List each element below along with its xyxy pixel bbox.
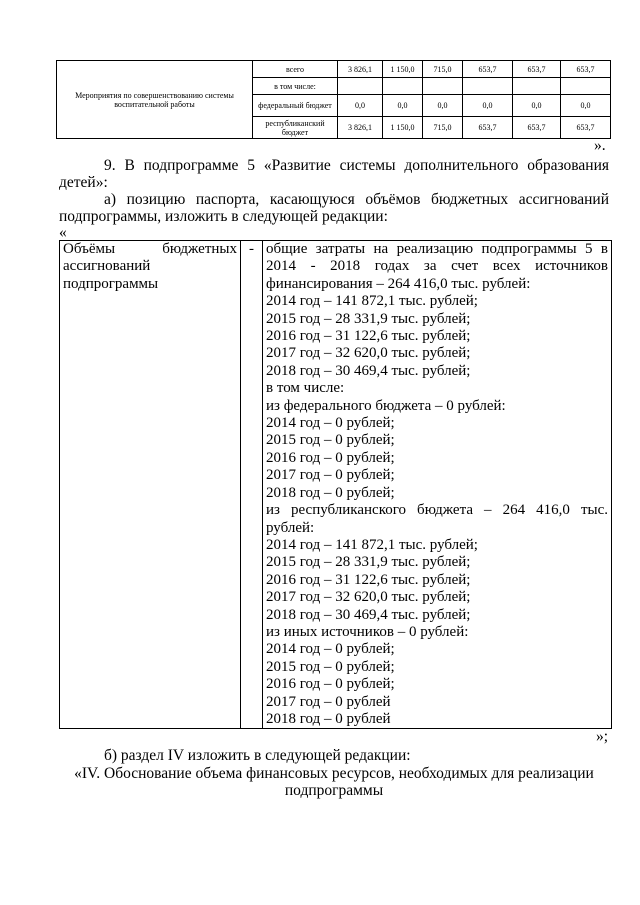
year-line: 2018 год – 30 469,4 тыс. рублей;	[266, 606, 471, 623]
value-cell: 653,7	[561, 61, 611, 78]
year-line: 2015 год – 0 рублей;	[266, 432, 395, 449]
passport-label-line: подпрограммы	[63, 275, 159, 292]
passport-content-cell	[263, 241, 612, 729]
close-quote: »;	[596, 728, 609, 745]
item-9-cont: детей»:	[59, 174, 108, 191]
item-9: 9. В подпрограмме 5 «Развитие системы дополнительного образования	[104, 157, 609, 174]
value-cell: 715,0	[423, 117, 463, 139]
item-a-line2: подпрограммы, изложить в следующей редакции:	[59, 208, 388, 225]
value-cell: 0,0	[423, 95, 463, 117]
value-cell: 1 150,0	[383, 117, 423, 139]
year-line: 2016 год – 0 рублей;	[266, 449, 395, 466]
year-line: 2016 год – 0 рублей;	[266, 676, 395, 693]
year-line: 2014 год – 141 872,1 тыс. рублей;	[266, 293, 478, 310]
passport-table	[59, 240, 612, 729]
year-line: 2018 год – 0 рублей	[266, 710, 391, 727]
federal-head: из федерального бюджета – 0 рублей:	[266, 397, 506, 414]
year-line: 2015 год – 28 331,9 тыс. рублей;	[266, 310, 471, 327]
year-line: 2017 год – 32 620,0 тыс. рублей;	[266, 589, 471, 606]
section-title-line1: «IV. Обоснование объема финансовых ресурсов, необходимых для реализации	[74, 765, 594, 782]
value-cell: 0,0	[561, 95, 611, 117]
year-line: 2016 год – 31 122,6 тыс. рублей;	[266, 571, 471, 588]
intro-text: общие затраты на реализацию подпрограммы 5 в 2014 - 2018 годах за счет всех источников финансирования – 264 416,0 тыс. рублей:	[266, 241, 608, 292]
open-quote: «	[59, 224, 67, 241]
passport-label-cell	[60, 241, 241, 729]
row-label: республиканский бюджет	[253, 117, 338, 139]
other-head: из иных источников – 0 рублей:	[266, 623, 469, 640]
value-cell: 653,7	[513, 61, 561, 78]
value-cell: 3 826,1	[338, 61, 383, 78]
value-cell: 715,0	[423, 61, 463, 78]
passport-label-line: ассигнований	[63, 258, 151, 275]
top-table	[56, 60, 611, 139]
year-line: 2018 год – 0 рублей;	[266, 484, 395, 501]
value-cell: 1 150,0	[383, 61, 423, 78]
item-b: б) раздел IV изложить в следующей редакции:	[104, 747, 411, 764]
year-line: 2015 год – 28 331,9 тыс. рублей;	[266, 554, 471, 571]
value-cell: 0,0	[383, 95, 423, 117]
value-cell: 653,7	[513, 117, 561, 139]
value-cell: 3 826,1	[338, 117, 383, 139]
year-line: 2016 год – 31 122,6 тыс. рублей;	[266, 328, 471, 345]
year-line: 2017 год – 32 620,0 тыс. рублей;	[266, 345, 471, 362]
value-cell: 653,7	[463, 61, 513, 78]
year-line: 2017 год – 0 рублей	[266, 693, 391, 710]
value-cell: 0,0	[513, 95, 561, 117]
including-line: в том числе:	[266, 380, 345, 397]
row-label: всего	[253, 61, 338, 78]
year-line: 2017 год – 0 рублей;	[266, 467, 395, 484]
dash-cell: -	[241, 241, 263, 729]
value-cell: 0,0	[338, 95, 383, 117]
table-row	[60, 241, 612, 729]
year-line: 2014 год – 0 рублей;	[266, 415, 395, 432]
year-line: 2014 год – 141 872,1 тыс. рублей;	[266, 536, 478, 553]
row-label: в том числе:	[253, 78, 338, 95]
year-line: 2018 год – 30 469,4 тыс. рублей;	[266, 362, 471, 379]
value-cell: 653,7	[463, 117, 513, 139]
item-a-line1: а) позицию паспорта, касающуюся объёмов бюджетных ассигнований	[104, 191, 609, 208]
row-label: федеральный бюджет	[253, 95, 338, 117]
section-title-line2: подпрограммы	[284, 782, 384, 799]
activity-cell: Мероприятия по совершенствованию системы воспитательной работы	[57, 61, 253, 139]
value-cell: 0,0	[463, 95, 513, 117]
closing-mark: ».	[594, 137, 606, 154]
value-cell: 653,7	[561, 117, 611, 139]
passport-label-line: Объёмы бюджетных	[63, 241, 237, 257]
year-line: 2014 год – 0 рублей;	[266, 641, 395, 658]
year-line: 2015 год – 0 рублей;	[266, 658, 395, 675]
table-row	[57, 61, 611, 78]
republic-head: из республиканского бюджета – 264 416,0 тыс. рублей:	[266, 502, 608, 536]
